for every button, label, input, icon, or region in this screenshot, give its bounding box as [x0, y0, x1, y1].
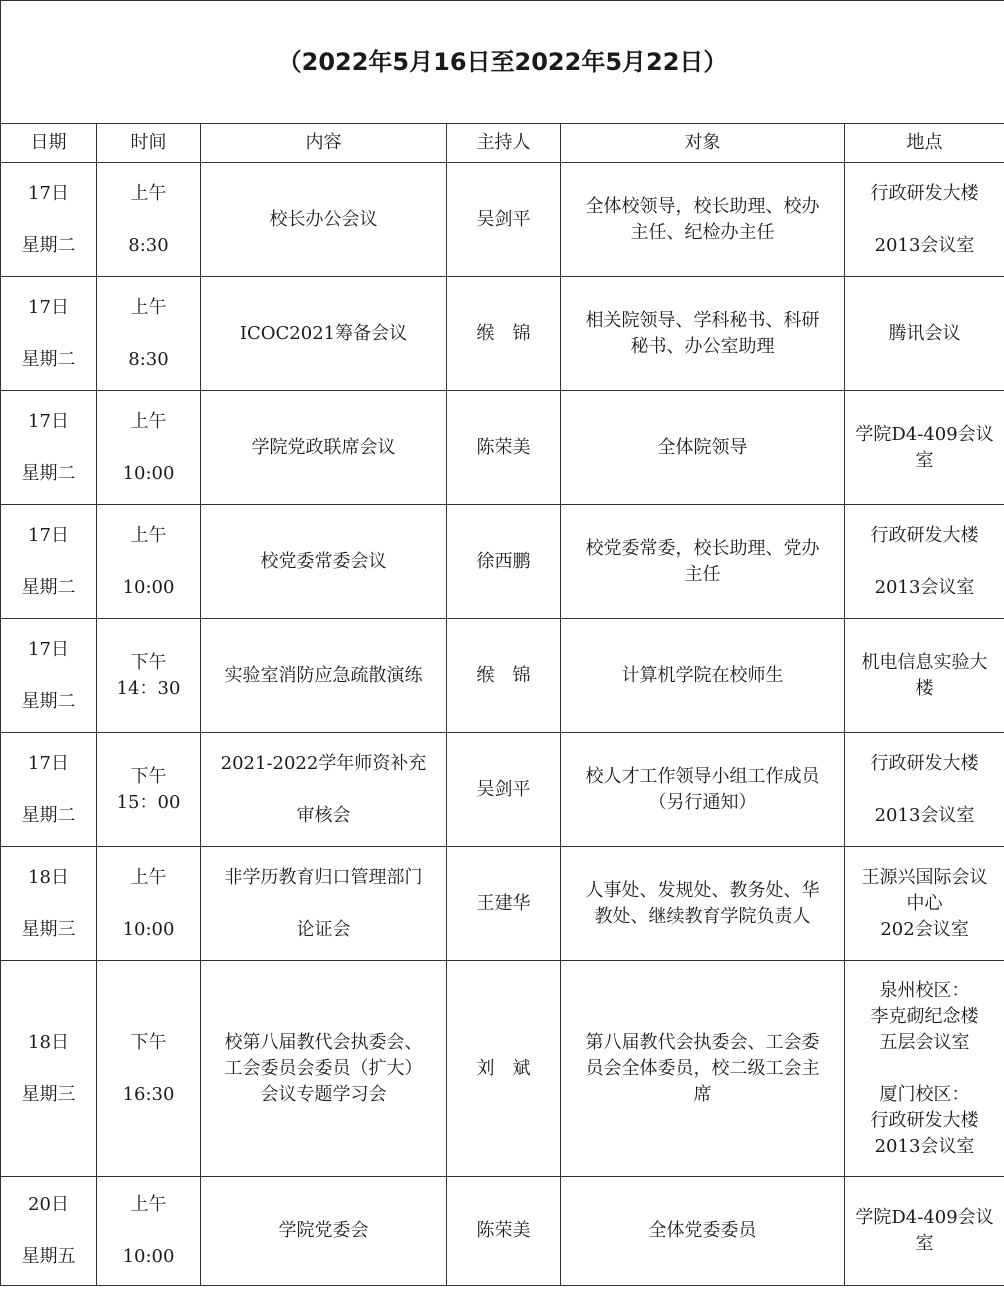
audience-text: 主任、纪检办主任: [630, 221, 775, 243]
audience-cell: [561, 619, 845, 733]
place-text: 2013会议室: [874, 234, 975, 256]
time-cell: [97, 961, 201, 1177]
time-cell: [97, 277, 201, 391]
content-text: 论证会: [296, 918, 351, 940]
day-text: 17日: [28, 638, 69, 660]
time-cell: [97, 733, 201, 847]
day-text: 17日: [28, 524, 69, 546]
time-text: 10:00: [122, 576, 175, 598]
place-text: 中心: [906, 892, 943, 914]
audience-text: 席: [693, 1083, 712, 1105]
period-text: 下午: [130, 1031, 167, 1053]
place-cell: [845, 619, 1004, 733]
place-text: 2013会议室: [874, 576, 975, 598]
content-text: 非学历教育归口管理部门: [224, 866, 423, 888]
place-cell: [845, 505, 1004, 619]
content-cell: [201, 1177, 447, 1286]
content-cell: [201, 619, 447, 733]
audience-text: 相关院领导、学科秘书、科研: [585, 309, 820, 331]
content-cell: [201, 847, 447, 961]
table-row: [1, 391, 1004, 505]
date-cell: [1, 847, 97, 961]
table-row: [1, 1177, 1004, 1286]
time-text: 10:00: [122, 462, 175, 484]
place-text: 学院D4-409会议: [855, 1207, 994, 1228]
content-cell: [201, 277, 447, 391]
day-text: 18日: [28, 1031, 69, 1053]
header-date: 日期: [1, 124, 97, 163]
host-cell: [447, 391, 561, 505]
content-cell: [201, 391, 447, 505]
content-cell: [201, 505, 447, 619]
time-cell: [97, 505, 201, 619]
day-text: 17日: [28, 182, 69, 204]
audience-cell: [561, 1177, 845, 1286]
audience-text: 计算机学院在校师生: [621, 664, 784, 686]
audience-text: （另行通知）: [648, 791, 757, 813]
content-text: 实验室消防应急疏散演练: [224, 664, 423, 686]
place-cell: [845, 277, 1004, 391]
audience-text: 员会全体委员，校二级工会主: [585, 1057, 820, 1079]
content-text: 2021-2022学年师资补充: [220, 752, 427, 774]
header-time: 时间: [97, 124, 201, 163]
header-row: [1, 124, 1004, 163]
host-cell: [447, 847, 561, 961]
time-text: 10:00: [122, 1246, 175, 1267]
place-text: 学院D4-409会议: [855, 423, 994, 445]
audience-cell: [561, 277, 845, 391]
place-text: 楼: [915, 677, 934, 699]
table-row: [1, 961, 1004, 1177]
place-text: 行政研发大楼: [870, 1109, 979, 1131]
content-cell: [201, 163, 447, 277]
place-text: 泉州校区：: [879, 979, 970, 1001]
time-text: 10:00: [122, 918, 175, 940]
header-content: 内容: [201, 124, 447, 163]
content-text: 工会委员会委员（扩大）: [224, 1057, 423, 1079]
place-text: 行政研发大楼: [870, 182, 979, 204]
weekday-text: 星期二: [21, 348, 76, 370]
host-cell: [447, 961, 561, 1177]
date-cell: [1, 163, 97, 277]
audience-cell: [561, 733, 845, 847]
place-text: 腾讯会议: [888, 322, 961, 344]
date-cell: [1, 733, 97, 847]
time-text: 16:30: [122, 1083, 175, 1105]
place-text: 行政研发大楼: [870, 524, 979, 546]
header-place: 地点: [845, 124, 1004, 163]
audience-text: 主任: [684, 563, 721, 585]
place-text: 202会议室: [880, 918, 969, 940]
host-text: 吴剑平: [476, 778, 531, 800]
place-text: 2013会议室: [874, 1135, 975, 1157]
place-cell: [845, 163, 1004, 277]
table-row: [1, 619, 1004, 733]
date-cell: [1, 505, 97, 619]
weekday-text: 星期三: [21, 1083, 76, 1105]
content-text: ICOC2021筹备会议: [239, 322, 408, 344]
host-text: 徐西鹏: [476, 550, 531, 572]
audience-text: 校人才工作领导小组工作成员: [585, 765, 820, 787]
audience-text: 教处、继续教育学院负责人: [594, 905, 811, 927]
content-text: 会议专题学习会: [260, 1083, 387, 1105]
audience-text: 人事处、发规处、教务处、华: [585, 879, 820, 901]
host-cell: [447, 163, 561, 277]
audience-text: 秘书、办公室助理: [630, 335, 775, 357]
host-text: 缑 锦: [476, 322, 531, 344]
title-row: [1, 1, 1004, 124]
place-text: 2013会议室: [874, 804, 975, 826]
weekday-text: 星期二: [21, 576, 76, 598]
day-text: 18日: [28, 866, 69, 888]
audience-text: 校党委常委，校长助理、党办: [585, 537, 820, 559]
weekday-text: 星期二: [21, 234, 76, 256]
place-gap: [851, 1056, 998, 1082]
period-text: 下午: [130, 651, 167, 673]
place-cell: [845, 1177, 1004, 1286]
content-text: 学院党政联席会议: [251, 436, 396, 458]
host-text: 陈荣美: [476, 1220, 531, 1241]
period-text: 上午: [130, 1194, 167, 1215]
content-text: 校第八届教代会执委会、: [224, 1031, 423, 1053]
place-text: 王源兴国际会议: [861, 866, 988, 888]
host-text: 陈荣美: [476, 436, 531, 458]
time-cell: [97, 163, 201, 277]
period-text: 上午: [130, 866, 167, 888]
time-cell: [97, 619, 201, 733]
place-cell: [845, 391, 1004, 505]
weekday-text: 星期二: [21, 804, 76, 826]
host-cell: [447, 619, 561, 733]
host-cell: [447, 1177, 561, 1286]
time-text: 8:30: [128, 348, 169, 370]
place-text: 李克砌纪念楼: [870, 1005, 979, 1027]
place-text: 五层会议室: [879, 1031, 970, 1053]
host-cell: [447, 733, 561, 847]
content-cell: [201, 961, 447, 1177]
date-cell: [1, 1177, 97, 1286]
audience-text: 全体党委委员: [648, 1220, 757, 1241]
period-text: 下午: [130, 765, 167, 787]
time-cell: [97, 1177, 201, 1286]
header-audience: 对象: [561, 124, 845, 163]
host-text: 吴剑平: [476, 208, 531, 230]
weekday-text: 星期五: [21, 1246, 76, 1267]
audience-cell: [561, 391, 845, 505]
table-row: [1, 277, 1004, 391]
schedule-title: （2022年5月16日至2022年5月22日）: [1, 1, 1004, 124]
time-text: 15：00: [116, 791, 181, 813]
day-text: 17日: [28, 296, 69, 318]
place-cell: [845, 733, 1004, 847]
host-text: 刘 斌: [476, 1057, 531, 1079]
place-cell: [845, 961, 1004, 1177]
content-cell: [201, 733, 447, 847]
weekday-text: 星期三: [21, 918, 76, 940]
date-cell: [1, 277, 97, 391]
audience-cell: [561, 847, 845, 961]
header-host: 主持人: [447, 124, 561, 163]
place-text: 行政研发大楼: [870, 752, 979, 774]
table-row: [1, 847, 1004, 961]
time-cell: [97, 391, 201, 505]
table-row: [1, 505, 1004, 619]
day-text: 20日: [28, 1194, 69, 1215]
day-text: 17日: [28, 410, 69, 432]
time-cell: [97, 847, 201, 961]
host-cell: [447, 277, 561, 391]
date-cell: [1, 961, 97, 1177]
period-text: 上午: [130, 410, 167, 432]
place-text: 机电信息实验大: [861, 651, 988, 673]
content-text: 审核会: [296, 804, 351, 826]
period-text: 上午: [130, 524, 167, 546]
period-text: 上午: [130, 182, 167, 204]
content-text: 校党委常委会议: [260, 550, 387, 572]
period-text: 上午: [130, 296, 167, 318]
content-text: 学院党委会: [278, 1220, 369, 1241]
table-row: [1, 163, 1004, 277]
table-row: [1, 733, 1004, 847]
date-cell: [1, 619, 97, 733]
time-text: 8:30: [128, 234, 169, 256]
place-text: 室: [915, 449, 934, 471]
audience-cell: [561, 163, 845, 277]
host-cell: [447, 505, 561, 619]
weekday-text: 星期二: [21, 462, 76, 484]
audience-text: 第八届教代会执委会、工会委: [585, 1031, 820, 1053]
date-cell: [1, 391, 97, 505]
place-text: 厦门校区：: [879, 1083, 970, 1105]
weekday-text: 星期二: [21, 690, 76, 712]
content-text: 校长办公会议: [269, 208, 378, 230]
place-text: 室: [915, 1233, 934, 1254]
audience-text: 全体院领导: [657, 436, 748, 458]
place-cell: [845, 847, 1004, 961]
audience-cell: [561, 505, 845, 619]
audience-text: 全体校领导，校长助理、校办: [585, 195, 820, 217]
host-text: 王建华: [476, 892, 531, 914]
day-text: 17日: [28, 752, 69, 774]
host-text: 缑 锦: [476, 664, 531, 686]
time-text: 14：30: [116, 677, 181, 699]
audience-cell: [561, 961, 845, 1177]
